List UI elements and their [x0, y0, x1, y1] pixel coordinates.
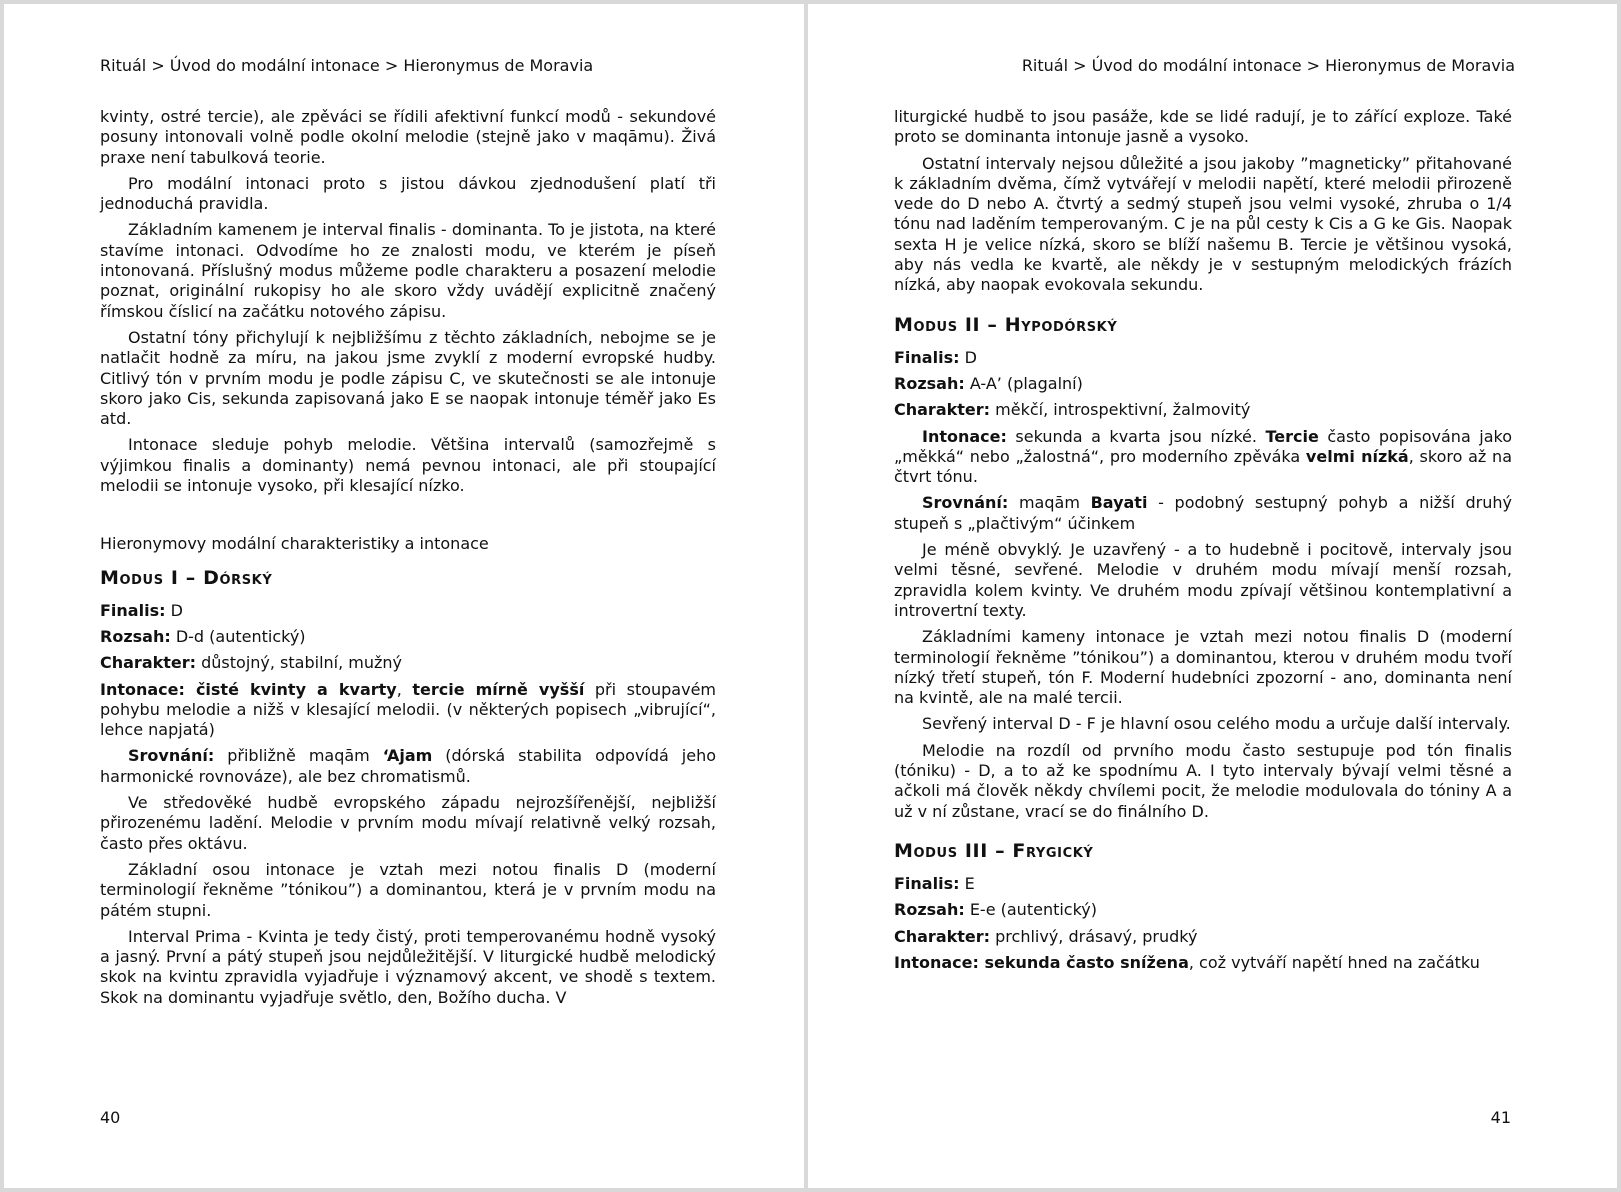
- charakter-line: [894, 927, 1512, 947]
- bold-text: ‘Ajam: [382, 746, 433, 766]
- right-page: [808, 4, 1617, 1188]
- attr-label: Finalis:: [894, 347, 960, 367]
- attr-value: A-A’ (plagalní): [964, 373, 1083, 393]
- text: přibližně maqām: [214, 746, 383, 766]
- running-header: Rituál > Úvod do modální intonace > Hieronymus de Moravia: [100, 56, 594, 75]
- attr-label: Intonace:: [922, 426, 1007, 446]
- paragraph: Základními kameny intonace je vztah mezi notou finalis D (moderní terminologií řekněme ”tónikou”) a dominantou, kterou v druhém modu tvoří nízký třetí stupeň, tón F. Moderní hudebníci zpozorní - ano, dominanta není na kvintě, ale na malé tercii.: [894, 627, 1512, 708]
- text: při stoupavém pohybu melodie a nižš v klesající melodii. (v některých popisech „vibrující“, lehce napjatá): [100, 679, 717, 740]
- paragraph: Interval Prima - Kvinta je tedy čistý, proti temperovanému hodně vysoký a jasný. První a pátý stupeň jsou nejdůležitější. V liturgické hudbě melodický skok na kvintu zpravidla vyjadřuje i významový akcent, ve shodě s textem. Skok na dominantu vyjadřuje světlo, den, Božího ducha. V: [100, 926, 716, 1007]
- attr-label: Rozsah:: [894, 373, 965, 393]
- left-page: [4, 4, 804, 1188]
- attr-value: E: [959, 873, 975, 893]
- text: často popisována jako „měkká“ nebo „žalostná“, pro moderního zpěváka: [894, 426, 1512, 466]
- attr-label: Finalis:: [100, 600, 166, 620]
- bold-text: velmi nízká: [1305, 446, 1409, 466]
- attr-value: prchlivý, drásavý, prudký: [990, 926, 1198, 946]
- paragraph: Sevřený interval D - F je hlavní osou celého modu a určuje další intervaly.: [922, 714, 1511, 734]
- text: ,: [396, 679, 413, 699]
- bold-text: sekunda často snížena: [978, 952, 1189, 972]
- text: , skoro až na čtvrt tónu.: [894, 446, 1512, 487]
- modus-heading: Modus III – Frygický: [894, 839, 1094, 862]
- charakter-line: [100, 653, 716, 673]
- page-body: [100, 107, 716, 1014]
- text: sekunda a kvarta jsou nízké.: [1006, 426, 1266, 446]
- attr-label: Srovnání:: [922, 493, 1009, 513]
- rozsah-line: [100, 627, 716, 647]
- srovnani-line: [894, 493, 1512, 534]
- attr-label: Charakter:: [894, 926, 991, 946]
- paragraph: Melodie na rozdíl od prvního modu často sestupuje pod tón finalis (tóniku) - D, a to až ke spodnímu A. I tyto intervaly bývají velmi těsné a ačkoli má člověk někdy chvílemi pocit, že melodie modulovala do tóniny A a už v ní zůstane, vrací se do finálního D.: [894, 740, 1512, 821]
- attr-label: Finalis:: [894, 873, 960, 893]
- attr-label: Charakter:: [100, 653, 197, 673]
- running-header: Rituál > Úvod do modální intonace > Hieronymus de Moravia: [1021, 56, 1515, 75]
- page-body: [894, 107, 1512, 979]
- paragraph: Intonace sleduje pohyb melodie. Většina intervalů (samozřejmě s výjimkou finalis a dominanty) nemá pevnou intonaci, ale při stoupající melodii se intonuje vysoko, při klesající nízko.: [100, 435, 716, 496]
- paragraph: kvinty, ostré tercie), ale zpěváci se řídili afektivní funkcí modů - sekundové posuny intonovali volně podle okolní melodie (stejně jako v maqāmu). Živá praxe není tabulková teorie.: [100, 107, 716, 167]
- paragraph: Pro modální intonaci proto s jistou dávkou zjednodušení platí tři jednoduchá pravidla.: [100, 173, 716, 214]
- attr-value: měkčí, introspektivní, žalmovitý: [990, 400, 1251, 420]
- paragraph: Základní osou intonace je vztah mezi notou finalis D (moderní terminologií řekněme ”tónikou”) a dominantou, která je v prvním modu na pátém stupni.: [100, 859, 716, 920]
- intonace-line: [100, 680, 716, 741]
- modus-heading: Modus II – Hypodórský: [894, 313, 1118, 336]
- bold-text: čisté kvinty a kvarty: [184, 679, 397, 699]
- intonace-line: [894, 953, 1512, 973]
- attr-label: Srovnání:: [128, 746, 215, 766]
- attr-value: E-e (autentický): [964, 900, 1097, 920]
- finalis-line: [894, 348, 1512, 368]
- attr-label: Intonace:: [100, 679, 185, 699]
- bold-text: Tercie: [1265, 426, 1319, 446]
- intonace-line: [894, 427, 1512, 488]
- paragraph: Ostatní intervaly nejsou důležité a jsou jakoby ”magneticky” přitahované k základním dvěma, čímž vytvářejí v melodii napětí, které melodii přirozeně vede do D nebo A. čtvrtý a sedmý stupeň jsou velmi vysoké, zhruba o 1/4 tónu nad laděním temperovaným. C je na půl cesty k Cis a G ke Gis. Naopak sexta H je velice nízká, skoro se blíží našemu B. Tercie je většinou vysoká, aby nás vedla ke kvartě, ale někdy je v sestupným melodických frázích nízká, aby naopak evokovala sekundu.: [894, 153, 1512, 295]
- text: (dórská stabilita odpovídá jeho harmonické rovnováze), ale bez chromatismů.: [100, 746, 717, 786]
- page-number: 41: [1490, 1108, 1511, 1127]
- attr-label: Rozsah:: [100, 626, 171, 646]
- srovnani-line: [100, 746, 716, 787]
- section-caption: Hieronymovy modální charakteristiky a intonace: [100, 534, 489, 554]
- attr-value: D-d (autentický): [170, 626, 306, 646]
- finalis-line: [100, 601, 716, 621]
- rozsah-line: [894, 900, 1512, 920]
- attr-value: D: [959, 347, 977, 367]
- attr-label: Intonace:: [894, 952, 979, 972]
- page-number: 40: [100, 1108, 121, 1127]
- attr-label: Charakter:: [894, 400, 991, 420]
- finalis-line: [894, 874, 1512, 894]
- modus-heading: Modus I – Dórský: [100, 566, 273, 589]
- attr-label: Rozsah:: [894, 900, 965, 920]
- bold-text: tercie mírně vyšší: [412, 679, 585, 699]
- attr-value: D: [165, 600, 183, 620]
- rozsah-line: [894, 374, 1512, 394]
- paragraph: Ve středověké hudbě evropského západu nejrozšířenější, nejbližší přirozenému ladění. Melodie v prvním modu mívají relativně velký rozsah, často přes oktávu.: [100, 793, 716, 853]
- text: , což vytváří napětí hned na začátku: [1188, 952, 1480, 972]
- text: maqām: [1008, 493, 1091, 513]
- paragraph: liturgické hudbě to jsou pasáže, kde se lidé radují, je to zářící exploze. Také proto se dominanta intonuje jasně a vysoko.: [894, 107, 1512, 147]
- paragraph: Základním kamenem je interval finalis - dominanta. To je jistota, na které stavíme intonaci. Odvodíme ho ze znalosti modu, ve kterém je píseň intonovaná. Příslušný modus můžeme podle charakteru a posazení melodie poznat, originální rukopisy ho ale skoro vždy uvádějí explicitně značený římskou číslicí na začátku notového zápisu.: [100, 220, 716, 321]
- text: - podobný sestupný pohyb a nižší druhý stupeň s „plačtivým“ účinkem: [894, 493, 1513, 533]
- charakter-line: [894, 400, 1512, 420]
- paragraph: Je méně obvyklý. Je uzavřený - a to hudebně i pocitově, intervaly jsou velmi těsné, sevřené. Melodie v druhém modu mívají menší rozsah, zpravidla kolem kvinty. Ve druhém modu zpívají většinou kontemplativní a introvertní texty.: [894, 540, 1512, 620]
- bold-text: Bayati: [1090, 493, 1148, 513]
- paragraph: Ostatní tóny přichylují k nejbližšímu z těchto základních, nebojme se je natlačit hodně za míru, na jakou jsme zvyklí z moderní evropské hudby. Citlivý tón v prvním modu je podle zápisu C, ve skutečnosti se ale intonuje skoro jako Cis, sekunda zapisovaná jako E se naopak intonuje téměř jako Es atd.: [100, 327, 716, 429]
- attr-value: důstojný, stabilní, mužný: [196, 653, 403, 673]
